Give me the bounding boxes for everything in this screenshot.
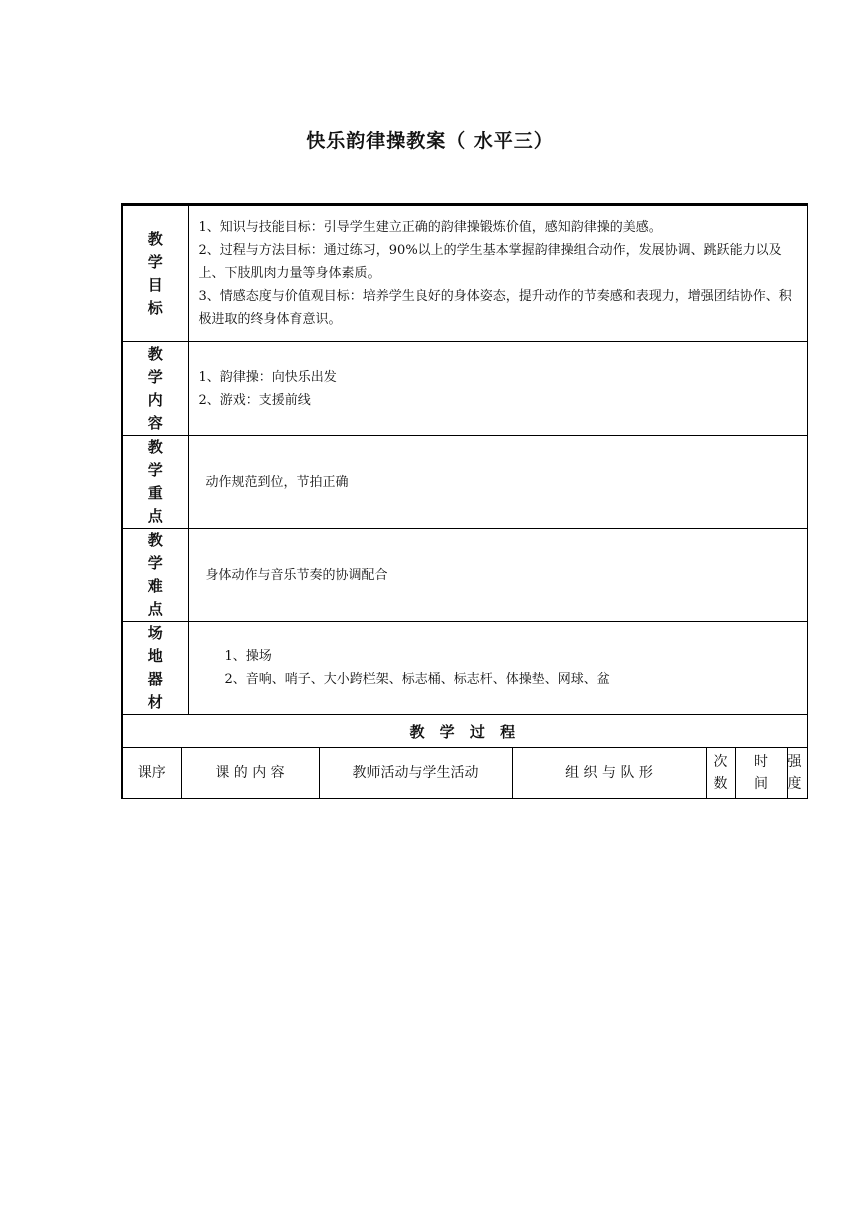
goals-label: 教 学 目 标 (122, 205, 188, 342)
col-activities: 教师活动与学生活动 (319, 748, 512, 799)
difficulty-text: 身体动作与音乐节奏的协调配合 (188, 529, 807, 622)
goal-item: 2、过程与方法目标：通过练习，90%以上的学生基本掌握韵律操组合动作，发展协调、跳跃能力以及上、下肢肌肉力量等身体素质。 (198, 243, 782, 281)
content-items (188, 342, 807, 436)
key-point-text: 动作规范到位，节拍正确 (188, 436, 807, 529)
equipment-items (188, 622, 807, 715)
equipment-label: 场 地 器 材 (122, 622, 188, 715)
goal-item: 3、情感态度与价值观目标：培养学生良好的身体姿态，提升动作的节奏感和表现力，增强团结协作、积极进取的终身体育意识。 (198, 289, 792, 327)
goals-content (188, 205, 807, 342)
goals-row (122, 205, 807, 342)
col-times: 次 数 (706, 748, 735, 799)
key-point-row (122, 436, 807, 529)
process-header-row (122, 748, 807, 799)
lesson-plan-table (121, 203, 808, 799)
col-order: 课序 (122, 748, 181, 799)
goal-item: 1、知识与技能目标：引导学生建立正确的韵律操锻炼价值，感知韵律操的美感。 (198, 220, 662, 235)
content-item: 1、韵律操：向快乐出发 (198, 369, 337, 385)
content-label: 教 学 内 容 (122, 342, 188, 436)
difficulty-label: 教 学 难 点 (122, 529, 188, 622)
col-organization: 组 织 与 队 形 (512, 748, 706, 799)
content-row (122, 342, 807, 436)
equipment-item: 1、操场 (224, 649, 272, 664)
key-point-label: 教 学 重 点 (122, 436, 188, 529)
document-title: 快乐韵律操教案（ 水平三） (306, 130, 554, 152)
process-heading: 教 学 过 程 (122, 715, 807, 748)
process-heading-row (122, 715, 807, 748)
col-content: 课 的 内 容 (181, 748, 319, 799)
col-intensity: 强 度 (787, 748, 807, 799)
equipment-item: 2、音响、哨子、大小跨栏架、标志桶、标志杆、体操垫、网球、盆 (224, 672, 610, 687)
equipment-row (122, 622, 807, 715)
col-duration: 时 间 (735, 748, 787, 799)
difficulty-row (122, 529, 807, 622)
content-item: 2、游戏：支援前线 (198, 392, 311, 408)
